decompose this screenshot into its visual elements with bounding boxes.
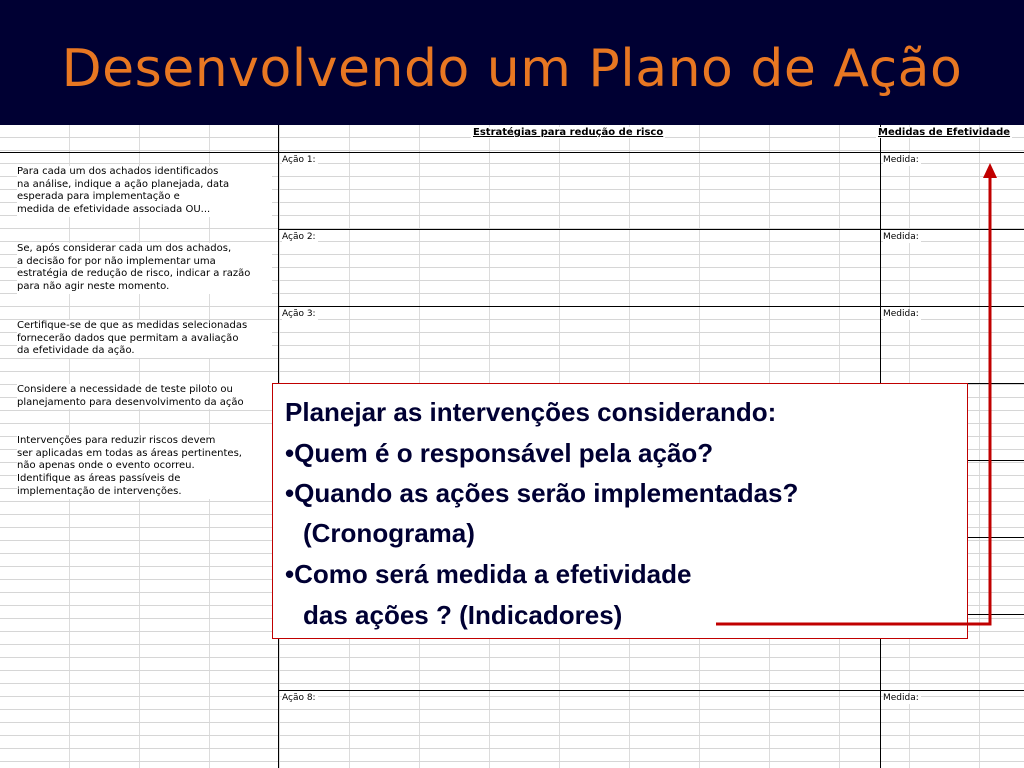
header-row-border	[0, 152, 1024, 153]
measure-label-1: Medida:	[883, 155, 919, 165]
slide-title: Desenvolvendo um Plano de Ação	[61, 39, 963, 99]
action-label-2: Ação 2:	[282, 232, 316, 242]
strategies-header: Estratégias para redução de risco	[473, 127, 664, 138]
callout-box	[272, 383, 968, 639]
measure-label-2: Medida:	[883, 232, 919, 242]
measure-label-8: Medida:	[883, 693, 919, 703]
callout-bullet-when: •Quando as ações serão implementadas?	[285, 478, 799, 508]
action-label-3: Ação 3:	[282, 309, 316, 319]
callout-bullet-responsible: •Quem é o responsável pela ação?	[285, 438, 714, 468]
instruction-paragraph-3: Certifique-se de que as medidas selecionadas fornecerão dados que permitam a avaliação da efetividade da ação.	[17, 320, 272, 358]
measure-label-3: Medida:	[883, 309, 919, 319]
callout-bullet-how: •Como será medida a efetividade	[285, 559, 692, 589]
instruction-paragraph-5: Intervenções para reduzir riscos devem ser aplicadas em todas as áreas pertinentes, não apenas onde o evento ocorreu. Identifique as áreas passíveis de implementação de intervenções.	[17, 435, 272, 499]
row-border-8	[278, 690, 1024, 691]
callout-heading: Planejar as intervenções considerando:	[285, 397, 777, 427]
effectiveness-header: Medidas de Efetividade	[878, 127, 1011, 138]
action-label-8: Ação 8:	[282, 693, 316, 703]
instruction-paragraph-4: Considere a necessidade de teste piloto ou planejamento para desenvolvimento da ação	[17, 384, 272, 409]
callout-bullet-how-detail: das ações ? (Indicadores)	[303, 600, 623, 630]
row-border-3	[278, 306, 1024, 307]
callout-bullet-when-detail: (Cronograma)	[303, 518, 475, 548]
title-bar	[0, 0, 1024, 125]
action-label-1: Ação 1:	[282, 155, 316, 165]
instruction-paragraph-2: Se, após considerar cada um dos achados, a decisão for por não implementar uma estratégia de redução de risco, indicar a razão para não agir neste momento.	[17, 243, 272, 294]
instruction-paragraph-1: Para cada um dos achados identificados na análise, indique a ação planejada, data esperada para implementação e medida de efetividade associada OU...	[17, 166, 272, 217]
row-border-2	[278, 229, 1024, 230]
